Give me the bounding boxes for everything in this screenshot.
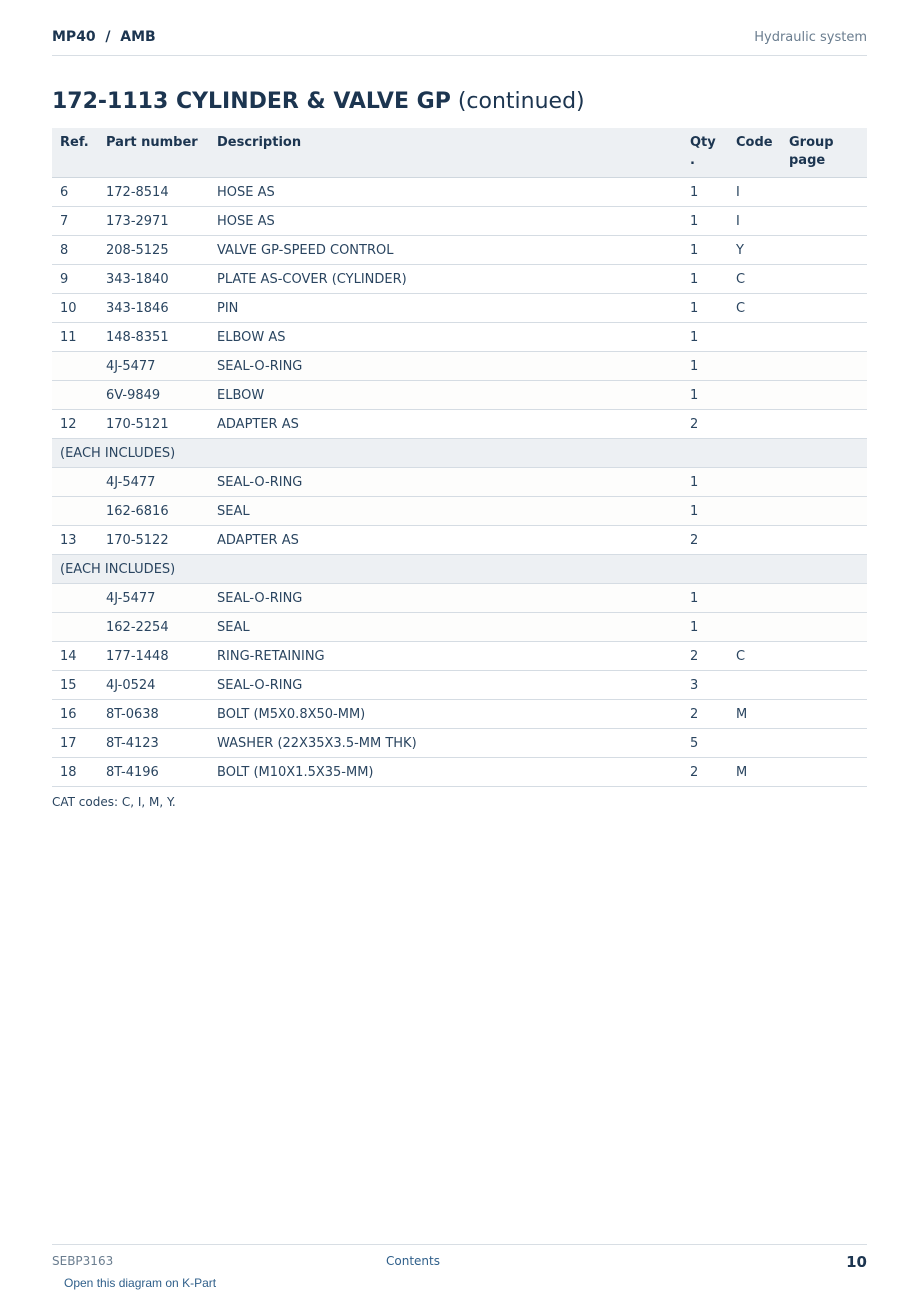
col-header-part-number: Part number <box>98 128 209 178</box>
cell-part-number: 170-5122 <box>98 526 209 555</box>
cell-group-page <box>781 613 867 642</box>
table-row <box>52 758 867 787</box>
cell-description: ADAPTER AS <box>209 526 682 555</box>
cell-ref: 14 <box>52 642 98 671</box>
table-row <box>52 178 867 207</box>
cell-description: SEAL <box>209 613 682 642</box>
cell-part-number: 343-1846 <box>98 294 209 323</box>
cell-description: PIN <box>209 294 682 323</box>
cell-code <box>728 352 781 381</box>
cell-part-number: 177-1448 <box>98 642 209 671</box>
cell-group-page <box>781 729 867 758</box>
cell-qty: 5 <box>682 729 728 758</box>
cell-part-number: 208-5125 <box>98 236 209 265</box>
cell-group-page <box>781 381 867 410</box>
cell-description: BOLT (M5X0.8X50-MM) <box>209 700 682 729</box>
cell-description: PLATE AS-COVER (CYLINDER) <box>209 265 682 294</box>
cell-code <box>728 468 781 497</box>
cell-part-number: 172-8514 <box>98 178 209 207</box>
cell-part-number: 8T-4123 <box>98 729 209 758</box>
cell-description: HOSE AS <box>209 178 682 207</box>
table-row <box>52 468 867 497</box>
cell-code <box>728 381 781 410</box>
table-row <box>52 729 867 758</box>
cell-group-page <box>781 265 867 294</box>
table-row <box>52 381 867 410</box>
cell-ref <box>52 468 98 497</box>
cell-description: RING-RETAINING <box>209 642 682 671</box>
parts-table-body <box>52 178 867 787</box>
cell-part-number: 8T-4196 <box>98 758 209 787</box>
cell-qty: 2 <box>682 758 728 787</box>
cell-qty: 1 <box>682 381 728 410</box>
document-code: SEBP3163 <box>52 1254 114 1268</box>
cell-ref: 6 <box>52 178 98 207</box>
cell-code: I <box>728 178 781 207</box>
cell-ref <box>52 381 98 410</box>
machine-model: MP40 / AMB <box>52 29 156 45</box>
cell-part-number: 162-6816 <box>98 497 209 526</box>
cell-group-page <box>781 758 867 787</box>
table-row <box>52 613 867 642</box>
cell-code <box>728 323 781 352</box>
cell-description: ELBOW <box>209 381 682 410</box>
table-row <box>52 236 867 265</box>
cell-code <box>728 497 781 526</box>
table-row <box>52 265 867 294</box>
cell-group-page <box>781 410 867 439</box>
cell-part-number: 4J-0524 <box>98 671 209 700</box>
cell-code: I <box>728 207 781 236</box>
table-header-row <box>52 128 867 178</box>
col-header-description: Description <box>209 128 682 178</box>
cell-group-page <box>781 294 867 323</box>
page-number: 10 <box>846 1253 867 1271</box>
col-header-code: Code <box>728 128 781 178</box>
cat-codes-note: CAT codes: C, I, M, Y. <box>52 795 176 809</box>
cell-description: SEAL-O-RING <box>209 352 682 381</box>
cell-qty: 1 <box>682 294 728 323</box>
cell-qty: 2 <box>682 526 728 555</box>
cell-ref: 13 <box>52 526 98 555</box>
cell-part-number: 148-8351 <box>98 323 209 352</box>
cell-code <box>728 410 781 439</box>
cell-part-number: 173-2971 <box>98 207 209 236</box>
includes-note: (EACH INCLUDES) <box>52 555 867 584</box>
cell-qty: 1 <box>682 178 728 207</box>
cell-qty: 1 <box>682 236 728 265</box>
page-header <box>52 28 867 56</box>
table-row <box>52 294 867 323</box>
cell-group-page <box>781 642 867 671</box>
cell-qty: 3 <box>682 671 728 700</box>
cell-group-page <box>781 526 867 555</box>
cell-qty: 2 <box>682 642 728 671</box>
cell-qty: 1 <box>682 584 728 613</box>
cell-ref: 7 <box>52 207 98 236</box>
assembly-title: 172-1113 CYLINDER & VALVE GP <box>52 89 451 114</box>
cell-description: ELBOW AS <box>209 323 682 352</box>
cell-code: M <box>728 758 781 787</box>
cell-qty: 1 <box>682 497 728 526</box>
cell-ref <box>52 497 98 526</box>
cell-description: SEAL-O-RING <box>209 468 682 497</box>
cell-description: SEAL <box>209 497 682 526</box>
cell-group-page <box>781 497 867 526</box>
table-row <box>52 323 867 352</box>
cell-ref: 15 <box>52 671 98 700</box>
table-row <box>52 352 867 381</box>
cell-ref: 10 <box>52 294 98 323</box>
cell-description: ADAPTER AS <box>209 410 682 439</box>
cell-group-page <box>781 671 867 700</box>
cell-ref: 18 <box>52 758 98 787</box>
table-row <box>52 584 867 613</box>
table-row <box>52 642 867 671</box>
table-row <box>52 207 867 236</box>
cell-code: M <box>728 700 781 729</box>
kpart-diagram-link[interactable]: Open this diagram on K-Part <box>64 1276 217 1290</box>
col-header-group-page: Group page <box>781 128 867 178</box>
cell-qty: 1 <box>682 265 728 294</box>
table-row <box>52 700 867 729</box>
contents-link[interactable]: Contents <box>386 1254 440 1268</box>
cell-ref <box>52 352 98 381</box>
includes-note-row <box>52 439 867 468</box>
cell-ref: 8 <box>52 236 98 265</box>
cell-ref: 9 <box>52 265 98 294</box>
table-row <box>52 526 867 555</box>
col-header-ref: Ref. <box>52 128 98 178</box>
cell-description: BOLT (M10X1.5X35-MM) <box>209 758 682 787</box>
cell-code: C <box>728 642 781 671</box>
cell-code <box>728 729 781 758</box>
cell-qty: 1 <box>682 468 728 497</box>
cell-part-number: 4J-5477 <box>98 352 209 381</box>
cell-group-page <box>781 700 867 729</box>
cell-qty: 1 <box>682 613 728 642</box>
cell-group-page <box>781 236 867 265</box>
cell-description: WASHER (22X35X3.5-MM THK) <box>209 729 682 758</box>
cell-qty: 1 <box>682 207 728 236</box>
cell-qty: 2 <box>682 700 728 729</box>
cell-part-number: 8T-0638 <box>98 700 209 729</box>
title-suffix: (continued) <box>457 89 585 114</box>
cell-ref <box>52 584 98 613</box>
cell-description: SEAL-O-RING <box>209 584 682 613</box>
cell-ref: 16 <box>52 700 98 729</box>
cell-group-page <box>781 207 867 236</box>
cell-code <box>728 584 781 613</box>
cell-part-number: 4J-5477 <box>98 584 209 613</box>
cell-ref: 17 <box>52 729 98 758</box>
cell-code: C <box>728 265 781 294</box>
col-header-qty: Qty . <box>682 128 728 178</box>
cell-group-page <box>781 468 867 497</box>
cell-qty: 2 <box>682 410 728 439</box>
cell-part-number: 4J-5477 <box>98 468 209 497</box>
cell-ref: 11 <box>52 323 98 352</box>
cell-part-number: 343-1840 <box>98 265 209 294</box>
cell-group-page <box>781 178 867 207</box>
section-name: Hydraulic system <box>754 30 867 45</box>
cell-group-page <box>781 352 867 381</box>
page-title <box>52 89 585 114</box>
cell-code: C <box>728 294 781 323</box>
cell-qty: 1 <box>682 352 728 381</box>
parts-table <box>52 128 867 787</box>
cell-code: Y <box>728 236 781 265</box>
cell-part-number: 170-5121 <box>98 410 209 439</box>
includes-note: (EACH INCLUDES) <box>52 439 867 468</box>
cell-description: SEAL-O-RING <box>209 671 682 700</box>
cell-description: VALVE GP-SPEED CONTROL <box>209 236 682 265</box>
page-footer <box>52 1244 867 1275</box>
cell-qty: 1 <box>682 323 728 352</box>
table-row <box>52 410 867 439</box>
cell-group-page <box>781 323 867 352</box>
cell-code <box>728 613 781 642</box>
cell-ref: 12 <box>52 410 98 439</box>
cell-group-page <box>781 584 867 613</box>
cell-part-number: 6V-9849 <box>98 381 209 410</box>
includes-note-row <box>52 555 867 584</box>
cell-code <box>728 526 781 555</box>
table-row <box>52 497 867 526</box>
cell-ref <box>52 613 98 642</box>
cell-code <box>728 671 781 700</box>
cell-part-number: 162-2254 <box>98 613 209 642</box>
cell-description: HOSE AS <box>209 207 682 236</box>
table-row <box>52 671 867 700</box>
